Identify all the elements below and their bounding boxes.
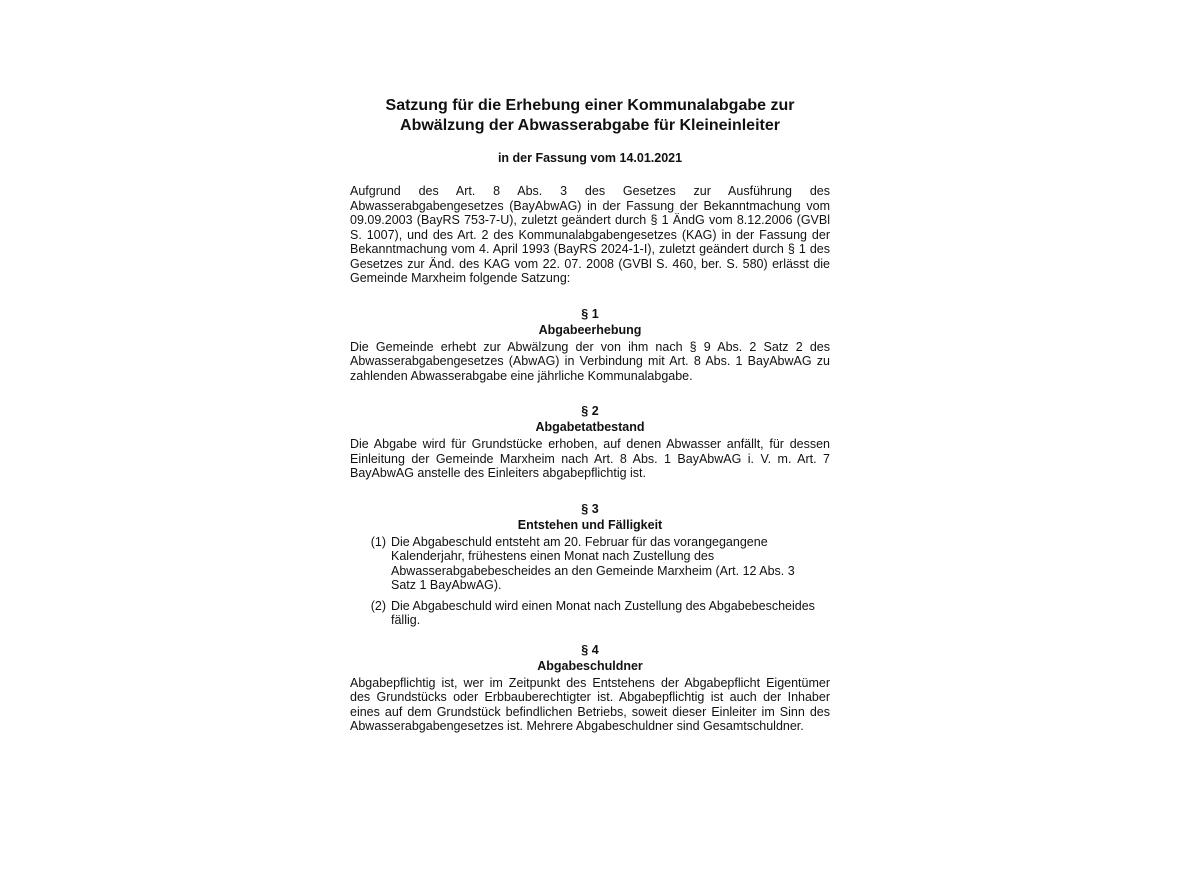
document-body bbox=[350, 96, 830, 734]
list-item-text: Die Abgabeschuld entsteht am 20. Februar für das vorangegangene Kalenderjahr, frühestens einen Monat nach Zustellung des Abwasserabgabebescheides an den Gemeinde Marxheim (Art. 12 Abs. 3 Satz 1 BayAbwAG). bbox=[391, 534, 795, 592]
section-2-title: Abgabetatbestand bbox=[535, 420, 645, 434]
section-2-text: Die Abgabe wird für Grundstücke erhoben, auf denen Abwasser anfällt, für dessen Einleitung der Gemeinde Marxheim nach Art. 8 Abs. 1 BayAbwAG i. V. m. Art. 7 BayAbwAG anstelle des Einleiters abgabepflichtig ist. bbox=[350, 437, 830, 480]
preamble-paragraph: Aufgrund des Art. 8 Abs. 3 des Gesetzes zur Ausführung des Abwasserabgabengesetzes (BayAbwAG) in der Fassung der Bekanntmachung vom 09.09.2003 (BayRS 753-7-U), zuletzt geändert durch § 1 ÄndG vom 8.12.2006 (GVBl S. 1007), und des Art. 2 des Kommunalabgabengesetzes (KAG) in der Fassung der Bekanntmachung vom 4. April 1993 (BayRS 2024-1-I), zuletzt geändert durch § 1 des Gesetzes zur Änd. des KAG vom 22. 07. 2008 (GVBl S. 460, ber. S. 580) erlässt die Gemeinde Marxheim folgende Satzung: bbox=[350, 184, 830, 285]
list-item-number: (1) bbox=[370, 534, 386, 549]
section-1-text: Die Gemeinde erhebt zur Abwälzung der von ihm nach § 9 Abs. 2 Satz 2 des Abwasserabgabengesetzes (AbwAG) in Verbindung mit Art. 8 Abs. 1 BayAbwAG zu zahlenden Abwasserabgabe eine jährliche Kommunalabgabe. bbox=[350, 339, 830, 383]
document-title bbox=[350, 96, 830, 136]
list-item bbox=[350, 535, 830, 593]
list-item-text: Die Abgabeschuld wird einen Monat nach Zustellung des Abgabebescheides fällig. bbox=[391, 598, 815, 627]
title-line-2: Abwälzung der Abwasserabgabe für Kleineinleiter bbox=[400, 117, 780, 134]
section-2-number: § 2 bbox=[581, 404, 599, 418]
list-item-number: (2) bbox=[370, 598, 386, 613]
list-item bbox=[350, 599, 830, 628]
section-3-list bbox=[350, 535, 830, 628]
document-subtitle: in der Fassung vom 14.01.2021 bbox=[497, 151, 683, 165]
title-line-1: Satzung für die Erhebung einer Kommunalabgabe zur bbox=[385, 97, 795, 114]
section-1-title: Abgabeerhebung bbox=[538, 322, 642, 337]
section-4-text: Abgabepflichtig ist, wer im Zeitpunkt des Entstehens der Abgabepflicht Eigentümer des Grundstücks oder Erbbauberechtigter ist. Abgabepflichtig ist auch der Inhaber eines auf dem Grundstück befindlichen Betriebs, soweit dieser Einleiter im Sinn des Abwasserabgabengesetzes ist. Mehrere Abgabeschuldner sind Gesamtschuldner. bbox=[350, 675, 830, 733]
section-3-number: § 3 bbox=[581, 501, 599, 516]
section-4-number: § 4 bbox=[581, 642, 599, 657]
section-3-title: Entstehen und Fälligkeit bbox=[517, 517, 663, 532]
section-4-title: Abgabeschuldner bbox=[537, 658, 643, 673]
section-1-number: § 1 bbox=[581, 306, 599, 321]
